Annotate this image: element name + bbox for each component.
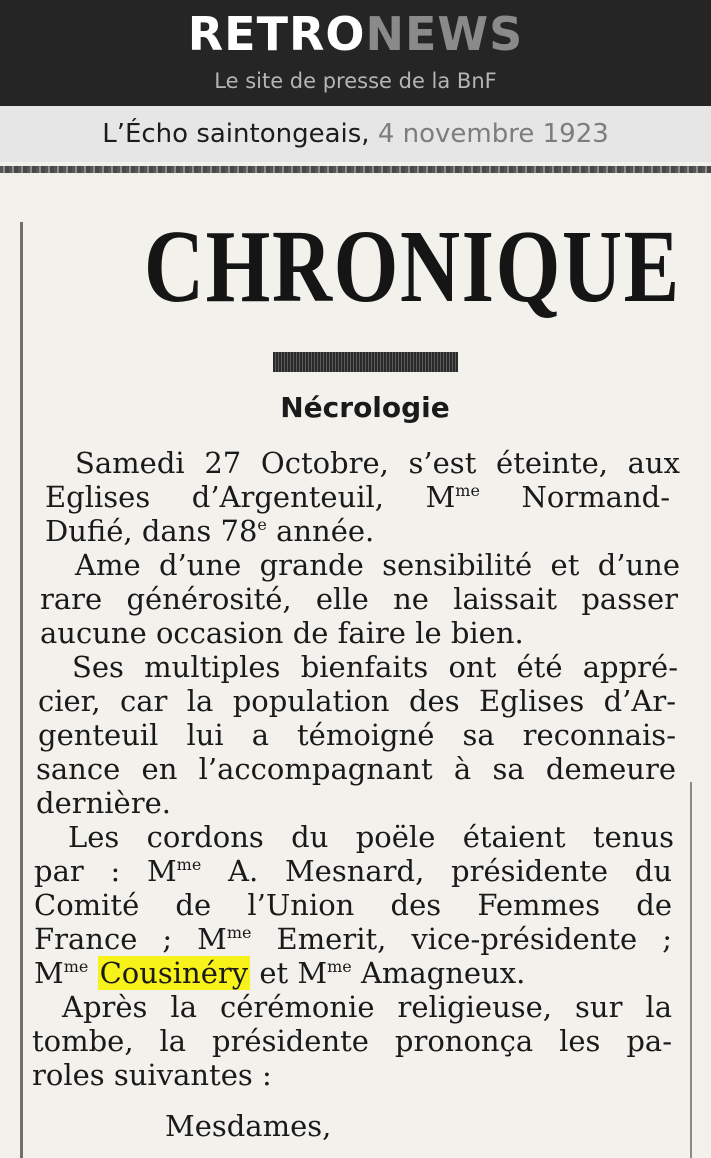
site-header [0, 0, 711, 106]
closing-salutation: Mesdames, [165, 1109, 332, 1143]
newspaper-clipping [0, 162, 711, 1158]
logo-news: NEWS [365, 7, 524, 61]
chronique-heading: CHRONIQUE [144, 209, 681, 324]
text-line: genteuil lui a témoigné sa reconnais- [38, 718, 676, 752]
ornament-divider [273, 352, 458, 372]
text-line: $M^{me}$ Cousinéry et $M^{me}$ Amagneux. [34, 956, 526, 990]
text-line: Ses multiples bienfaits ont été appré- [72, 650, 678, 684]
text-line: tombe, la présidente prononça les pa- [32, 1024, 672, 1058]
site-tagline: Le site de presse de la BnF [214, 69, 497, 93]
text-line: Samedi 27 Octobre, s’est éteinte, aux [75, 446, 680, 480]
publication-date: 4 novembre 1923 [377, 119, 609, 149]
text-line: roles suivantes : [32, 1058, 272, 1092]
logo-retro: RETRO [187, 7, 366, 61]
text-line: France ; $M^{me}$ Emerit, vice-présidente ; [34, 922, 672, 956]
top-rule [0, 166, 711, 173]
text-line: Eglises d’Argenteuil, $M^{me}$ Normand- [45, 480, 671, 514]
text-line: Après la cérémonie religieuse, sur la [62, 990, 672, 1024]
text-line: aucune occasion de faire le bien. [40, 616, 524, 650]
publication-header [0, 106, 711, 162]
search-highlight: Cousinéry [99, 956, 249, 990]
text-line: Ame d’une grande sensibilité et d’une [75, 548, 680, 582]
text-line: rare générosité, elle ne laissait passer [40, 582, 678, 616]
column-rule-left [20, 222, 23, 1158]
retronews-logo[interactable] [0, 6, 711, 62]
text-line: Les cordons du poële étaient tenus [68, 820, 674, 854]
publication-title: L’Écho saintongeais, [102, 119, 370, 149]
text-line: dernière. [36, 786, 171, 820]
text-line: Comité de l’Union des Femmes de [34, 888, 672, 922]
text-line: sance en l’accompagnant à sa demeure [36, 752, 676, 786]
text-line: Dufié, dans 78e année. [45, 514, 375, 548]
text-line: par : $M^{me}$ A. Mesnard, présidente du [34, 854, 672, 888]
column-rule-right [690, 782, 692, 1158]
section-title: Nécrologie [280, 391, 450, 424]
text-line: cier, car la population des Eglises d’Ar- [38, 684, 676, 718]
